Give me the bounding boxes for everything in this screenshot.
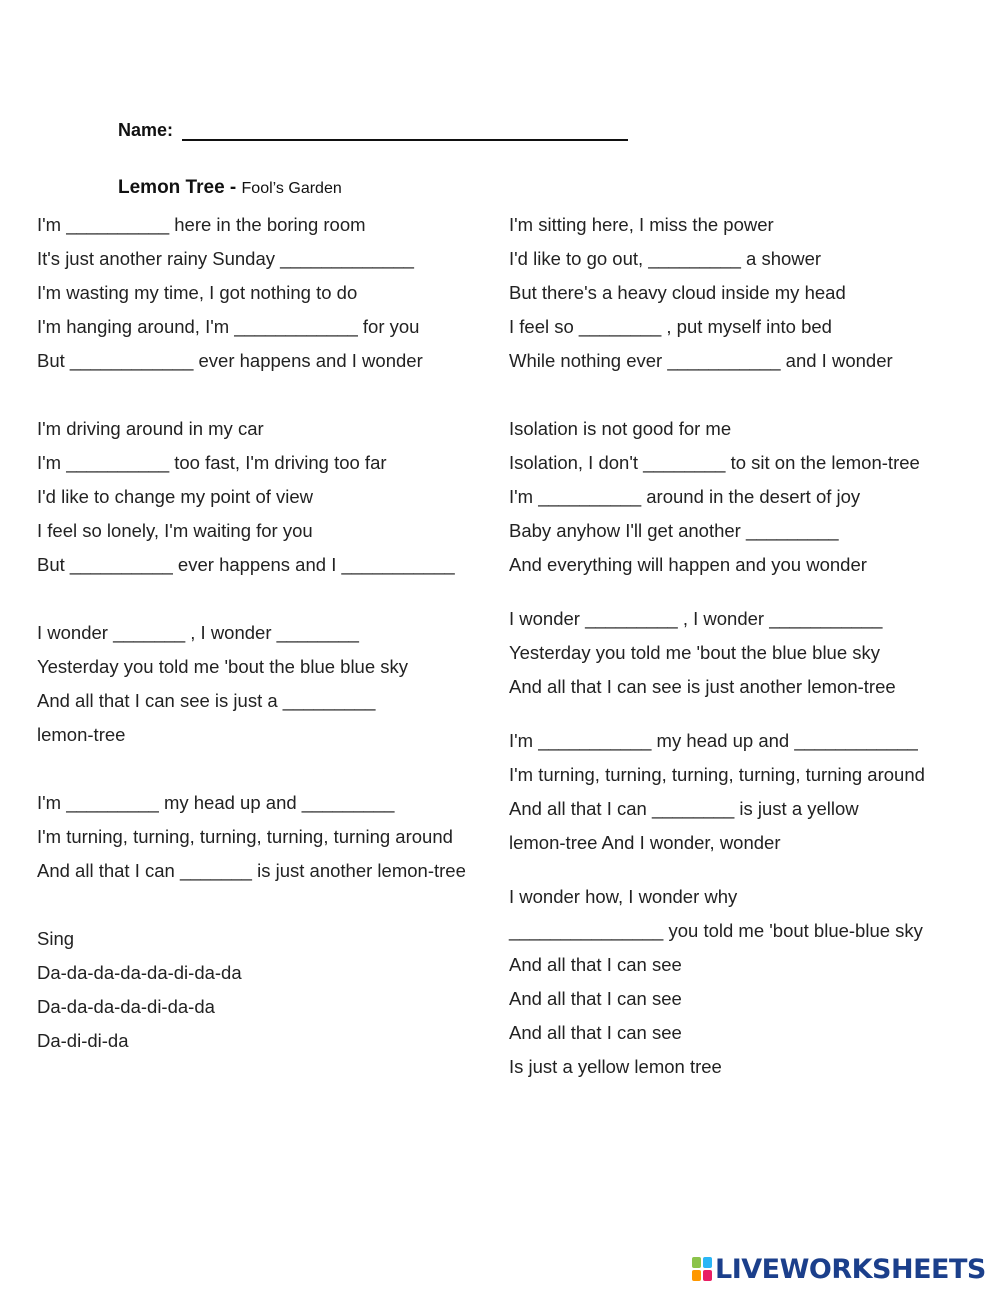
liveworksheets-logo-icon: [692, 1257, 712, 1281]
lyric-line: Da-di-di-da: [37, 1030, 129, 1051]
lyric-line: I'm __________ here in the boring room: [37, 214, 366, 235]
lyric-line: I'm driving around in my car: [37, 418, 264, 439]
lyric-line: I wonder _______ , I wonder ________: [37, 622, 359, 643]
logo-text: LIVEWORKSHEETS: [715, 1253, 986, 1285]
name-label: Name:: [118, 120, 174, 140]
lyric-line: I wonder how, I wonder why: [509, 886, 738, 907]
name-blank-line[interactable]: [182, 118, 628, 141]
lyric-line: I'm wasting my time, I got nothing to do: [37, 282, 358, 303]
lyric-line: Yesterday you told me 'bout the blue blue sky: [37, 656, 409, 677]
lyric-line: And all that I can _______ is just another lemon-tree: [37, 860, 466, 881]
lyric-line: Isolation, I don't ________ to sit on the lemon-tree: [509, 452, 920, 473]
lyric-line: Sing: [37, 928, 75, 949]
logo-square: [703, 1270, 712, 1281]
lyric-line: It's just another rainy Sunday _____________: [37, 248, 414, 269]
lyric-line: I'm __________ too fast, I'm driving too far: [37, 452, 387, 473]
liveworksheets-logo: [692, 1254, 986, 1284]
lyric-line: And all that I can see is just a _________: [37, 690, 376, 711]
lyric-line: And everything will happen and you wonder: [509, 554, 867, 575]
lyric-line: I'd like to change my point of view: [37, 486, 314, 507]
lyric-line: And all that I can see is just another lemon-tree: [509, 676, 896, 697]
lyric-line: I'm turning, turning, turning, turning, turning around: [509, 764, 925, 785]
logo-square: [703, 1257, 712, 1268]
lyric-line: I feel so lonely, I'm waiting for you: [37, 520, 313, 541]
song-heading: [118, 177, 342, 199]
lyric-line: But __________ ever happens and I ___________: [37, 554, 455, 575]
lyric-line: I'm hanging around, I'm ____________ for you: [37, 316, 420, 337]
song-title: Lemon Tree -: [118, 177, 237, 198]
lyric-line: lemon-tree And I wonder, wonder: [509, 832, 781, 853]
logo-square: [692, 1270, 701, 1281]
lyric-line: I'm turning, turning, turning, turning, turning around: [37, 826, 453, 847]
lyric-line: Da-da-da-da-di-da-da: [37, 996, 215, 1017]
lyric-line: I'm sitting here, I miss the power: [509, 214, 774, 235]
lyric-line: _______________ you told me 'bout blue-blue sky: [509, 920, 923, 941]
lyric-line: I feel so ________ , put myself into bed: [509, 316, 832, 337]
lyric-line: Isolation is not good for me: [509, 418, 732, 439]
lyric-line: I wonder _________ , I wonder ___________: [509, 608, 883, 629]
lyric-line: And all that I can see: [509, 954, 682, 975]
logo-square: [692, 1257, 701, 1268]
lyric-line: I'm __________ around in the desert of joy: [509, 486, 861, 507]
lyric-line: Yesterday you told me 'bout the blue blue sky: [509, 642, 881, 663]
lyric-line: But there's a heavy cloud inside my head: [509, 282, 846, 303]
lyrics-left-column: [37, 208, 502, 1058]
lyric-line: I'm ___________ my head up and ____________: [509, 730, 918, 751]
lyric-line: lemon-tree: [37, 724, 126, 745]
artist-name: Fool’s Garden: [241, 180, 342, 197]
name-field-row: [118, 118, 628, 141]
lyric-line: Da-da-da-da-da-di-da-da: [37, 962, 242, 983]
lyric-line: And all that I can ________ is just a yellow: [509, 798, 859, 819]
lyric-line: While nothing ever ___________ and I wonder: [509, 350, 893, 371]
lyric-line: But ____________ ever happens and I wonder: [37, 350, 423, 371]
lyric-line: Baby anyhow I'll get another _________: [509, 520, 839, 541]
lyric-line: And all that I can see: [509, 1022, 682, 1043]
lyric-line: I'd like to go out, _________ a shower: [509, 248, 822, 269]
lyric-line: Is just a yellow lemon tree: [509, 1056, 722, 1077]
lyrics-right-column: [509, 208, 979, 1084]
lyric-line: I'm _________ my head up and _________: [37, 792, 395, 813]
lyric-line: And all that I can see: [509, 988, 682, 1009]
